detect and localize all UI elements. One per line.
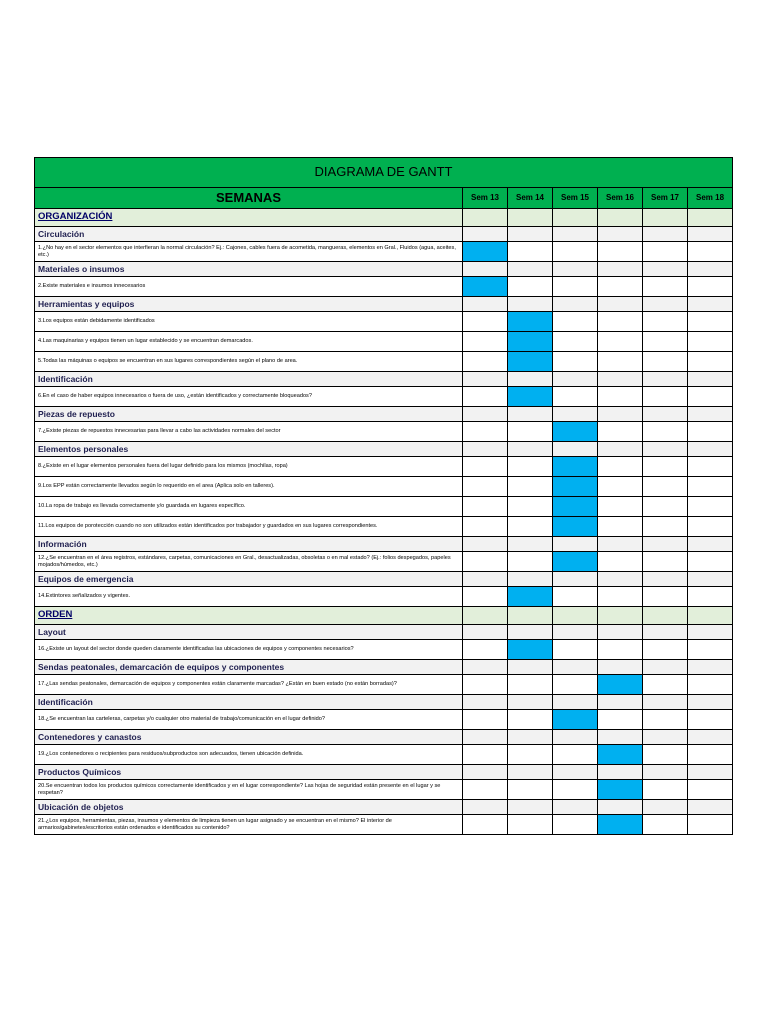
week-cell (598, 457, 643, 477)
gantt-bar (598, 815, 643, 835)
week-cell (688, 497, 733, 517)
gantt-bar (553, 517, 598, 537)
week-cell (688, 695, 733, 710)
week-cell (463, 497, 508, 517)
week-cell (508, 745, 553, 765)
week-cell (463, 312, 508, 332)
category-row (35, 730, 733, 745)
category-label: Piezas de repuesto (35, 407, 463, 422)
week-cell (508, 477, 553, 497)
week-cell (508, 660, 553, 675)
week-cell (553, 387, 598, 407)
task-label: 20.Se encuentran todos los productos químicos correctamente identificados y en el lugar correspondiente? Las hojas de seguridad están presente en el lugar y se respetan? (35, 780, 463, 800)
task-label: 3.Los equipos están debidamente identificados (35, 312, 463, 332)
week-cell (643, 675, 688, 695)
week-cell (553, 242, 598, 262)
week-cell (688, 227, 733, 242)
week-cell (598, 660, 643, 675)
week-cell (643, 517, 688, 537)
week-cell (598, 352, 643, 372)
week-cell (598, 625, 643, 640)
week-cell (508, 552, 553, 572)
week-cell (508, 242, 553, 262)
week-cell (643, 730, 688, 745)
week-cell (553, 660, 598, 675)
category-row (35, 442, 733, 457)
week-cell (463, 537, 508, 552)
week-cell (598, 477, 643, 497)
gantt-bar (508, 640, 553, 660)
gantt-bar (553, 710, 598, 730)
task-row (35, 422, 733, 442)
gantt-bar (508, 332, 553, 352)
week-cell (508, 422, 553, 442)
category-label: Productos Químicos (35, 765, 463, 780)
week-cell (643, 422, 688, 442)
section-label: ORDEN (35, 607, 463, 625)
week-cell (508, 572, 553, 587)
task-label: 17.¿Las sendas peatonales, demarcación de equipos y componentes están claramente marcadas? ¿Están en buen estado (no están borradas)? (35, 675, 463, 695)
week-cell (643, 209, 688, 227)
week-cell (508, 497, 553, 517)
week-cell (553, 730, 598, 745)
week-cell (463, 607, 508, 625)
task-label: 16.¿Existe un layout del sector donde queden claramente identificadas las ubicaciones de equipos y componentes necesarios? (35, 640, 463, 660)
week-cell (553, 372, 598, 387)
week-cell (643, 477, 688, 497)
task-row (35, 675, 733, 695)
week-cell (688, 710, 733, 730)
week-cell (553, 815, 598, 835)
week-cell (508, 262, 553, 277)
section-row (35, 607, 733, 625)
gantt-table (34, 157, 733, 835)
week-cell (688, 800, 733, 815)
gantt-bar (553, 457, 598, 477)
category-row (35, 572, 733, 587)
week-cell (508, 780, 553, 800)
gantt-bar (463, 277, 508, 297)
week-cell (643, 587, 688, 607)
week-cell (508, 815, 553, 835)
week-cell (553, 765, 598, 780)
week-cell (463, 695, 508, 710)
week-cell (598, 242, 643, 262)
week-cell (553, 537, 598, 552)
task-row (35, 332, 733, 352)
week-cell (688, 730, 733, 745)
week-cell (643, 277, 688, 297)
category-row (35, 660, 733, 675)
week-cell (688, 332, 733, 352)
category-row (35, 625, 733, 640)
week-cell (463, 572, 508, 587)
week-header: Sem 16 (598, 188, 643, 209)
task-label: 5.Todas las máquinas o equipos se encuentran en sus lugares correspondientes según el plano de area. (35, 352, 463, 372)
week-cell (643, 312, 688, 332)
week-cell (508, 407, 553, 422)
section-row (35, 209, 733, 227)
week-cell (598, 517, 643, 537)
gantt-bar (508, 587, 553, 607)
week-cell (463, 640, 508, 660)
gantt-bar (598, 780, 643, 800)
task-row (35, 640, 733, 660)
week-cell (508, 730, 553, 745)
task-row (35, 457, 733, 477)
week-cell (463, 587, 508, 607)
task-label: 6.En el caso de haber equipos innecesarios o fuera de uso, ¿están identificados y correctamente bloqueados? (35, 387, 463, 407)
week-cell (688, 537, 733, 552)
category-row (35, 765, 733, 780)
category-label: Información (35, 537, 463, 552)
week-cell (688, 209, 733, 227)
category-row (35, 297, 733, 312)
week-cell (688, 552, 733, 572)
task-row (35, 552, 733, 572)
week-cell (643, 387, 688, 407)
week-cell (553, 209, 598, 227)
week-cell (688, 407, 733, 422)
week-cell (643, 607, 688, 625)
week-cell (463, 227, 508, 242)
task-label: 19.¿Los contenedores o recipientes para residuos/subproductos son adecuados, tienen ubicación definida. (35, 745, 463, 765)
task-row (35, 312, 733, 332)
category-label: Sendas peatonales, demarcación de equipos y componentes (35, 660, 463, 675)
week-cell (688, 625, 733, 640)
gantt-bar (508, 352, 553, 372)
task-label: 9.Los EPP están correctamente llevados según lo requerido en el area (Aplica solo en talleres). (35, 477, 463, 497)
week-cell (643, 457, 688, 477)
week-cell (598, 262, 643, 277)
week-cell (688, 297, 733, 312)
week-cell (598, 277, 643, 297)
week-cell (688, 517, 733, 537)
week-cell (688, 312, 733, 332)
category-label: Layout (35, 625, 463, 640)
week-cell (688, 442, 733, 457)
gantt-bar (508, 387, 553, 407)
week-cell (463, 422, 508, 442)
week-cell (553, 675, 598, 695)
task-row (35, 710, 733, 730)
task-label: 12.¿Se encuentran en el área registros, estándares, carpetas, comunicaciones en Gral., desactualizadas, obsoletas o en mal estado? (Ej.: folios despegados, papeles mojados/húmedos, etc.) (35, 552, 463, 572)
week-cell (598, 297, 643, 312)
week-cell (463, 815, 508, 835)
task-row (35, 277, 733, 297)
week-cell (553, 587, 598, 607)
task-row (35, 587, 733, 607)
week-cell (463, 442, 508, 457)
week-cell (688, 387, 733, 407)
week-cell (508, 765, 553, 780)
week-cell (643, 745, 688, 765)
week-cell (508, 710, 553, 730)
week-cell (463, 209, 508, 227)
week-cell (598, 312, 643, 332)
category-label: Herramientas y equipos (35, 297, 463, 312)
week-cell (643, 352, 688, 372)
task-row (35, 517, 733, 537)
week-cell (463, 262, 508, 277)
week-cell (508, 442, 553, 457)
week-cell (643, 442, 688, 457)
week-cell (508, 607, 553, 625)
week-cell (463, 780, 508, 800)
week-cell (688, 572, 733, 587)
title-row (35, 158, 733, 188)
week-cell (508, 297, 553, 312)
week-cell (688, 587, 733, 607)
week-cell (643, 372, 688, 387)
category-label: Identificación (35, 695, 463, 710)
week-cell (688, 765, 733, 780)
week-cell (553, 297, 598, 312)
week-cell (508, 209, 553, 227)
week-cell (508, 517, 553, 537)
week-cell (643, 640, 688, 660)
week-cell (463, 765, 508, 780)
week-cell (553, 312, 598, 332)
week-cell (598, 407, 643, 422)
week-cell (643, 815, 688, 835)
task-label: 11.Los equipos de porotección cuando no son utilizados están identificados por trabajador y guardados en sus lugares correspondientes. (35, 517, 463, 537)
week-cell (508, 277, 553, 297)
week-cell (463, 457, 508, 477)
week-cell (553, 607, 598, 625)
week-cell (688, 242, 733, 262)
week-cell (643, 710, 688, 730)
gantt-bar (463, 242, 508, 262)
week-cell (688, 675, 733, 695)
week-cell (508, 372, 553, 387)
gantt-title: DIAGRAMA DE GANTT (35, 158, 733, 188)
week-header: Sem 18 (688, 188, 733, 209)
task-row (35, 497, 733, 517)
category-label: Circulación (35, 227, 463, 242)
category-row (35, 695, 733, 710)
week-cell (598, 552, 643, 572)
weeks-header-row (35, 188, 733, 209)
week-cell (598, 587, 643, 607)
week-cell (598, 640, 643, 660)
week-cell (643, 552, 688, 572)
week-cell (643, 297, 688, 312)
week-cell (688, 745, 733, 765)
category-row (35, 227, 733, 242)
category-row (35, 372, 733, 387)
task-row (35, 745, 733, 765)
week-cell (463, 387, 508, 407)
week-cell (508, 457, 553, 477)
week-cell (508, 675, 553, 695)
week-cell (553, 745, 598, 765)
category-row (35, 407, 733, 422)
week-cell (643, 497, 688, 517)
week-cell (463, 675, 508, 695)
week-cell (598, 422, 643, 442)
week-cell (553, 227, 598, 242)
week-cell (643, 537, 688, 552)
week-cell (643, 262, 688, 277)
week-cell (463, 332, 508, 352)
category-label: Ubicación de objetos (35, 800, 463, 815)
week-cell (553, 640, 598, 660)
gantt-bar (553, 552, 598, 572)
week-cell (688, 457, 733, 477)
category-row (35, 262, 733, 277)
week-cell (553, 442, 598, 457)
week-cell (463, 552, 508, 572)
week-cell (598, 695, 643, 710)
week-header: Sem 13 (463, 188, 508, 209)
task-label: 1.¿No hay en el sector elementos que interfieran la normal circulación? Ej.: Cajones, cables fuera de acometida, mangueras, elementos en Gral., Fluidos (agua, aceites, etc.) (35, 242, 463, 262)
week-cell (508, 227, 553, 242)
category-label: Elementos personales (35, 442, 463, 457)
week-cell (643, 407, 688, 422)
week-cell (553, 780, 598, 800)
week-cell (688, 640, 733, 660)
week-cell (598, 209, 643, 227)
week-cell (688, 262, 733, 277)
task-label: 4.Las maquinarias y equipos tienen un lugar establecido y se encuentran demarcados. (35, 332, 463, 352)
week-header: Sem 17 (643, 188, 688, 209)
category-row (35, 537, 733, 552)
task-label: 21.¿Los equipos, herramientas, piezas, insumos y elementos de limpieza tienen un lugar asignado y se encuentran en el mismo? El interior de armarios/gabinetes/escritorios están ordenados e identificados su contenido? (35, 815, 463, 835)
task-label: 14.Extintores señalizados y vigentes. (35, 587, 463, 607)
week-cell (553, 407, 598, 422)
category-row (35, 800, 733, 815)
week-cell (688, 477, 733, 497)
week-cell (508, 537, 553, 552)
gantt-bar (553, 497, 598, 517)
week-cell (643, 572, 688, 587)
week-cell (553, 800, 598, 815)
week-cell (463, 800, 508, 815)
week-cell (598, 730, 643, 745)
weeks-label: SEMANAS (35, 188, 463, 209)
week-cell (688, 352, 733, 372)
task-label: 2.Existe materiales e insumos innecesarios (35, 277, 463, 297)
week-cell (463, 372, 508, 387)
week-cell (688, 607, 733, 625)
gantt-bar (508, 312, 553, 332)
week-cell (598, 607, 643, 625)
week-cell (688, 780, 733, 800)
week-cell (598, 442, 643, 457)
week-cell (508, 625, 553, 640)
week-cell (643, 625, 688, 640)
week-cell (643, 800, 688, 815)
week-cell (463, 710, 508, 730)
week-cell (598, 765, 643, 780)
week-cell (598, 372, 643, 387)
week-header: Sem 14 (508, 188, 553, 209)
week-cell (463, 407, 508, 422)
week-cell (463, 477, 508, 497)
task-label: 8.¿Existe en el lugar elementos personales fuera del lugar definido para los mismos (mochilas, ropa) (35, 457, 463, 477)
week-cell (553, 332, 598, 352)
week-cell (598, 227, 643, 242)
week-cell (643, 242, 688, 262)
section-label: ORGANIZACIÓN (35, 209, 463, 227)
category-label: Equipos de emergencia (35, 572, 463, 587)
week-cell (553, 262, 598, 277)
week-cell (598, 537, 643, 552)
week-cell (463, 352, 508, 372)
week-header: Sem 15 (553, 188, 598, 209)
task-row (35, 477, 733, 497)
week-cell (598, 497, 643, 517)
week-cell (643, 332, 688, 352)
week-cell (463, 660, 508, 675)
week-cell (643, 765, 688, 780)
week-cell (463, 745, 508, 765)
task-row (35, 815, 733, 835)
week-cell (553, 277, 598, 297)
week-cell (688, 277, 733, 297)
week-cell (508, 695, 553, 710)
week-cell (553, 695, 598, 710)
gantt-bar (553, 477, 598, 497)
week-cell (643, 660, 688, 675)
week-cell (553, 352, 598, 372)
week-cell (688, 372, 733, 387)
category-label: Materiales o insumos (35, 262, 463, 277)
week-cell (463, 517, 508, 537)
task-label: 7.¿Existe piezas de repuestos innecesarias para llevar a cabo las actividades normales del sector (35, 422, 463, 442)
week-cell (688, 422, 733, 442)
task-label: 18.¿Se encuentran las carteleras, carpetas y/o cualquier otro material de trabajo/comunicación en el lugar definido? (35, 710, 463, 730)
week-cell (643, 780, 688, 800)
task-row (35, 242, 733, 262)
week-cell (598, 800, 643, 815)
week-cell (463, 625, 508, 640)
gantt-bar (553, 422, 598, 442)
week-cell (643, 695, 688, 710)
gantt-bar (598, 675, 643, 695)
week-cell (598, 332, 643, 352)
week-cell (688, 660, 733, 675)
week-cell (643, 227, 688, 242)
task-row (35, 352, 733, 372)
category-label: Contenedores y canastos (35, 730, 463, 745)
week-cell (553, 572, 598, 587)
week-cell (598, 710, 643, 730)
category-label: Identificación (35, 372, 463, 387)
week-cell (598, 572, 643, 587)
week-cell (553, 625, 598, 640)
week-cell (688, 815, 733, 835)
task-row (35, 387, 733, 407)
week-cell (508, 800, 553, 815)
week-cell (463, 730, 508, 745)
task-row (35, 780, 733, 800)
week-cell (463, 297, 508, 312)
week-cell (598, 387, 643, 407)
task-label: 10.La ropa de trabajo es llevada correctamente y/o guardada en lugares específico. (35, 497, 463, 517)
gantt-bar (598, 745, 643, 765)
